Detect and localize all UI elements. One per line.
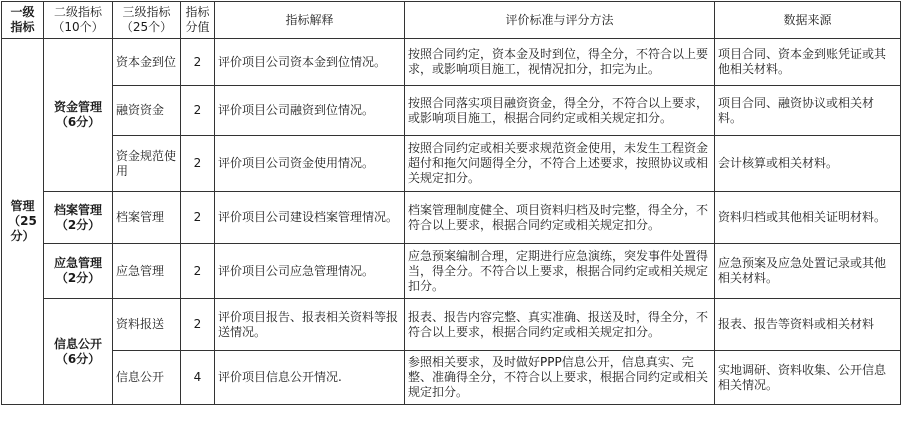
level3-cell: 资料报送 [113, 299, 181, 351]
criteria-cell: 档案管理制度健全、项目资料归档及时完整，得全分，不符合以上要求，根据合同约定或相关规定扣分。 [405, 192, 715, 244]
explanation-cell: 评价项目信息公开情况. [215, 351, 405, 405]
source-cell: 资料归档或其他相关证明材料。 [715, 192, 901, 244]
table-row [2, 299, 901, 351]
header-level1: 一级 指标 [2, 2, 44, 39]
score-cell: 2 [181, 39, 215, 86]
explanation-cell: 评价项目报告、报表相关资料等报送情况。 [215, 299, 405, 351]
criteria-cell: 报表、报告内容完整、真实准确、报送及时，得全分，不符合以上要求，根据合同约定或相关规定扣分。 [405, 299, 715, 351]
criteria-cell: 按照合同约定，资本金及时到位，得全分，不符合以上要求，或影响项目施工，视情况扣分，扣完为止。 [405, 39, 715, 86]
header-score: 指标 分值 [181, 2, 215, 39]
level3-cell: 资金规范使用 [113, 136, 181, 192]
source-cell: 项目合同、资本金到账凭证或其他相关材料。 [715, 39, 901, 86]
indicator-table [1, 1, 901, 405]
header-row [2, 2, 901, 39]
explanation-cell: 评价项目公司资本金到位情况。 [215, 39, 405, 86]
criteria-cell: 参照相关要求，及时做好PPP信息公开，信息真实、完整、准确得全分，不符合以上要求，根据合同约定或相关规定扣分。 [405, 351, 715, 405]
score-cell: 4 [181, 351, 215, 405]
level3-cell: 融资资金 [113, 86, 181, 136]
level3-cell: 信息公开 [113, 351, 181, 405]
table-row [2, 136, 901, 192]
table-row [2, 86, 901, 136]
score-cell: 2 [181, 86, 215, 136]
level1-cell: 管理 （25 分） [2, 39, 44, 405]
level2-cell: 信息公开 （6分） [44, 299, 113, 405]
level2-cell: 资金管理 （6分） [44, 39, 113, 192]
explanation-cell: 评价项目公司建设档案管理情况。 [215, 192, 405, 244]
level3-cell: 资本金到位 [113, 39, 181, 86]
explanation-cell: 评价项目公司应急管理情况。 [215, 244, 405, 299]
score-cell: 2 [181, 136, 215, 192]
source-cell: 应急预案及应急处置记录或其他相关材料。 [715, 244, 901, 299]
source-cell: 实地调研、资料收集、公开信息相关情况。 [715, 351, 901, 405]
header-source: 数据来源 [715, 2, 901, 39]
source-cell: 项目合同、融资协议或相关材料。 [715, 86, 901, 136]
explanation-cell: 评价项目公司融资到位情况。 [215, 86, 405, 136]
score-cell: 2 [181, 299, 215, 351]
table-row [2, 39, 901, 86]
criteria-cell: 按照合同约定或相关要求规范资金使用，未发生工程资金超付和拖欠问题得全分，不符合上述要求，按照协议或相关规定扣分。 [405, 136, 715, 192]
table-row [2, 192, 901, 244]
header-explanation: 指标解释 [215, 2, 405, 39]
header-criteria: 评价标准与评分方法 [405, 2, 715, 39]
level2-cell: 档案管理 （2分） [44, 192, 113, 244]
level2-cell: 应急管理 （2分） [44, 244, 113, 299]
table-row [2, 351, 901, 405]
score-cell: 2 [181, 192, 215, 244]
criteria-cell: 应急预案编制合理，定期进行应急演练，突发事件处置得当，得全分。不符合以上要求，根据合同约定或相关规定扣分。 [405, 244, 715, 299]
header-level2: 二级指标 （10个） [44, 2, 113, 39]
source-cell: 会计核算或相关材料。 [715, 136, 901, 192]
level3-cell: 应急管理 [113, 244, 181, 299]
score-cell: 2 [181, 244, 215, 299]
header-level3: 三级指标 （25个） [113, 2, 181, 39]
level3-cell: 档案管理 [113, 192, 181, 244]
source-cell: 报表、报告等资料或相关材料 [715, 299, 901, 351]
criteria-cell: 按照合同落实项目融资资金，得全分，不符合以上要求，或影响项目施工，根据合同约定或相关规定扣分。 [405, 86, 715, 136]
table-row [2, 244, 901, 299]
explanation-cell: 评价项目公司资金使用情况。 [215, 136, 405, 192]
